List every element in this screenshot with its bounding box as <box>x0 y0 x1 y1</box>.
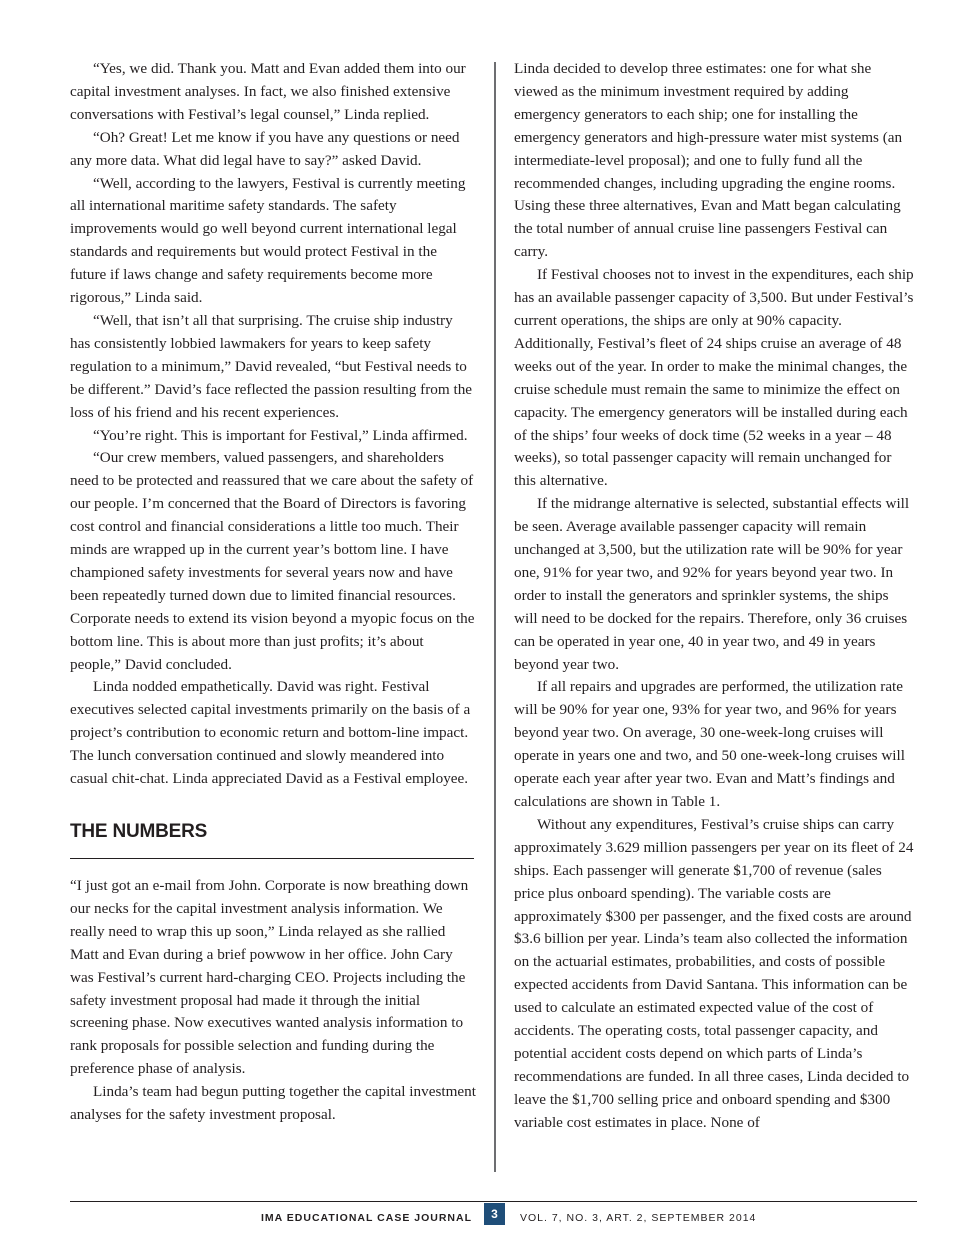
paragraph: “Our crew members, valued passengers, and shareholders need to be protected and reassured that we care about the safety of our people. I’m concerned that the Board of Directors is favoring cost control and financial considerations a little too much. Their minds are wrapped up in the current year’s bottom line. I have championed safety investments for several years now and have been repeatedly turned down due to limited financial resources. Corporate needs to extend its vision beyond a myopic focus on the bottom line. This is about more than just profits; it’s about people,” David concluded. <box>70 449 475 673</box>
footer-divider <box>70 1201 917 1202</box>
paragraph: Linda nodded empathetically. David was right. Festival executives selected capital investments primarily on the basis of a project’s contribution to economic return and bottom-line impact. The lunch conversation continued and slowly meandered into casual chit-chat. Linda appreciated David as a Festival employee. <box>70 678 471 788</box>
paragraph: “Oh? Great! Let me know if you have any questions or need any more data. What did legal have to say?” asked David. <box>70 128 460 169</box>
paragraph: “You’re right. This is important for Festival,” Linda affirmed. <box>93 426 468 444</box>
heading-divider <box>70 858 474 859</box>
paragraph: “Yes, we did. Thank you. Matt and Evan added them into our capital investment analyses. In fact, we also finished extensive conversations with Festival’s legal counsel,” Linda replied. <box>70 60 466 123</box>
paragraph: If all repairs and upgrades are performed, the utilization rate will be 90% for year one, 93% for year two, and 96% for years beyond year two. On average, 30 one-week-long cruises will operate in years one and two, and 50 one-week-long cruises will operate each year after year two. Evan and Matt’s findings and calculations are shown in Table 1. <box>514 678 905 810</box>
left-column <box>70 58 476 1127</box>
section-heading: THE NUMBERS <box>70 821 208 842</box>
paragraph: Linda’s team had begun putting together the capital investment analyses for the safety investment proposal. <box>70 1083 476 1124</box>
column-divider <box>494 62 496 1172</box>
paragraph: “I just got an e-mail from John. Corporate is now breathing down our necks for the capital investment analysis information. We really need to wrap this up soon,” Linda relayed as she rallied Matt and Evan during a brief powwow in her office. John Cary was Festival’s current hard-charging CEO. Projects including the safety investment proposal had made it through the initial screening phase. Now executives wanted analysis information to rank proposals for possible selection and funding during the preference phase of analysis. <box>70 877 469 1078</box>
paragraph: “Well, according to the lawyers, Festival is currently meeting all international maritime safety standards. The safety improvements would go well beyond current international legal standards and requirements but would protect Festival in the future if laws change and safety requirements become more rigorous,” Linda said. <box>70 174 466 307</box>
paragraph: Linda decided to develop three estimates: one for what she viewed as the minimum investment required by adding emergency generators to each ship; one for installing the emergency generators and high-pressure water mist systems (an intermediate-level proposal); and one to fully fund all the recommended changes, including upgrading the engine rooms. Using these three alternatives, Evan and Matt began calculating the total number of annual cruise line passengers Festival can carry. <box>514 60 903 261</box>
journal-name: IMA EDUCATIONAL CASE JOURNAL <box>261 1212 472 1224</box>
page-number: 3 <box>484 1203 505 1225</box>
paragraph: If the midrange alternative is selected, substantial effects will be seen. Average available passenger capacity will remain unchanged at 3,500, but the utilization rate will be 90% for year one, 91% for year two, and 92% for years beyond year two. In order to install the generators and sprinkler systems, the ships will need to be docked for the repairs. Therefore, only 36 cruises can be operated in year one, 40 in year two, and 49 in years beyond year two. <box>514 495 910 673</box>
paragraph: If Festival chooses not to invest in the expenditures, each ship has an available passenger capacity of 3,500. But under Festival’s current operations, the ships are only at 90% capacity. Additionally, Festival’s fleet of 24 ships cruise an average of 48 weeks out of the year. In order to make the minimal changes, the cruise schedule must remain the same to minimize the effect on capacity. The emergency generators will be installed during each of the ships’ four weeks of dock time (52 weeks in a year – 48 weeks), so total passenger capacity will remain unchanged for this alternative. <box>514 266 914 490</box>
issue-info: VOL. 7, NO. 3, ART. 2, SEPTEMBER 2014 <box>520 1212 757 1224</box>
right-column <box>514 58 914 1135</box>
paragraph: “Well, that isn’t all that surprising. The cruise ship industry has consistently lobbied lawmakers for years to keep safety regulation to a minimum,” David revealed, “but Festival needs to be different.” David’s face reflected the passion resulting from the loss of his friend and his recent experiences. <box>70 311 473 421</box>
paragraph: Without any expenditures, Festival’s cruise ships can carry approximately 3.629 million passengers per year on its fleet of 24 ships. Each passenger will generate $1,700 of revenue (sales price plus onboard spending). The variable costs are approximately $300 per passenger, and the fixed costs are around $3.6 billion per year. Linda’s team also collected the information on the actuarial estimates, probabilities, and costs of possible expected accidents from David Santana. This information can be used to calculate an estimated expected value of the cost of accidents. The operating costs, total passenger capacity, and potential accident costs depend on which parts of Linda’s recommendations are funded. In all three cases, Linda decided to leave the $1,700 selling price and onboard spending and $300 variable cost estimates in place. None of <box>514 815 914 1131</box>
